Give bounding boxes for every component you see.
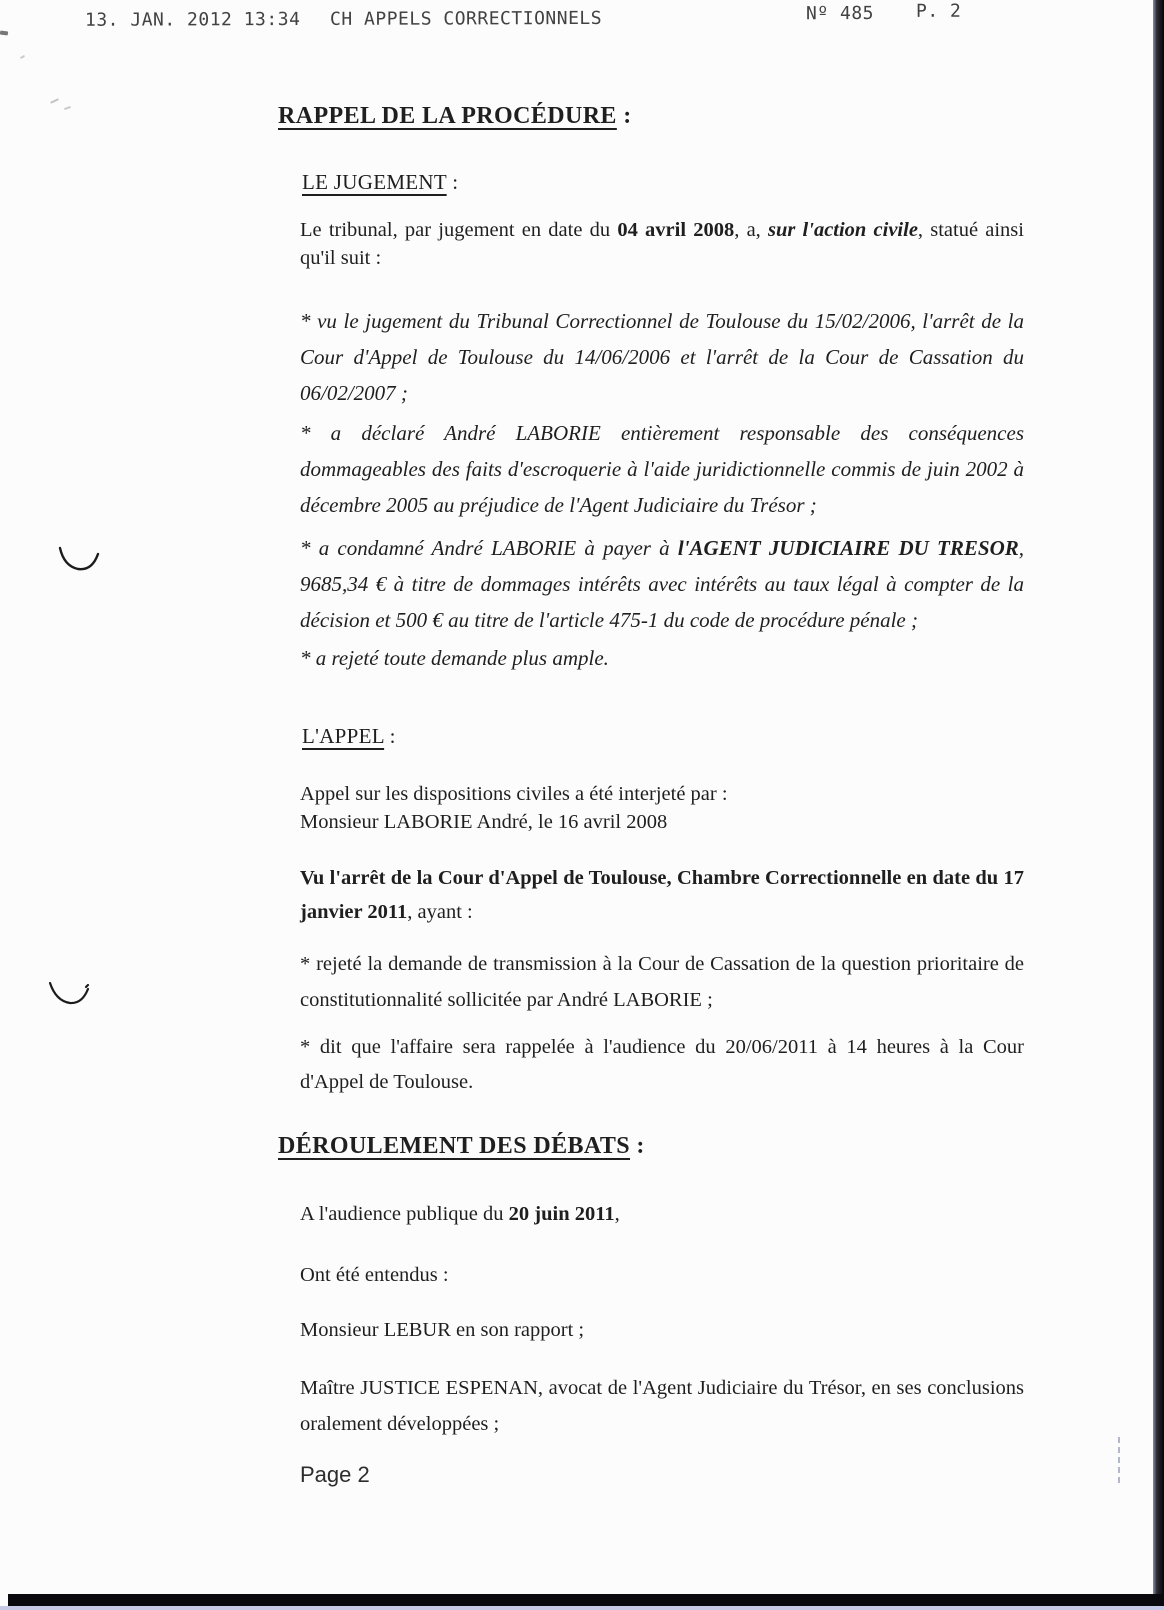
intro-text-1: Le tribunal, par jugement en date du bbox=[300, 219, 618, 241]
paragraph-audience bbox=[300, 1200, 1024, 1228]
appel-heading-colon: : bbox=[384, 724, 396, 748]
debats-heading-text: DÉROULEMENT DES DÉBATS bbox=[278, 1133, 630, 1159]
page-number-footer: Page 2 bbox=[300, 1462, 370, 1487]
scan-speck bbox=[0, 30, 8, 35]
audience-text-2: , bbox=[614, 1203, 620, 1225]
handwritten-check-mark-2 bbox=[48, 975, 92, 1011]
section-heading-jugement bbox=[302, 170, 458, 195]
item3-text-1: * a condamné André LABORIE à payer à bbox=[300, 536, 678, 560]
paragraph-jugement-intro bbox=[300, 216, 1024, 272]
paragraph-jugement-item1: * vu le jugement du Tribunal Correctionnel de Toulouse du 15/02/2006, l'arrêt de la Cour d'Appel de Toulouse du 14/06/2006 et l'arrêt de la Cour de Cassation du 06/02/2007 ; bbox=[300, 309, 1024, 405]
scan-edge-right bbox=[1153, 0, 1164, 1610]
section-heading-debats bbox=[278, 1133, 645, 1160]
handwritten-check-mark-1 bbox=[58, 542, 102, 578]
fax-sender: CH APPELS CORRECTIONNELS bbox=[329, 7, 603, 30]
paragraph-appel-lines bbox=[300, 780, 1024, 836]
paragraph-jugement-item2: * a déclaré André LABORIE entièrement responsable des conséquences dommageables des faits d'escroquerie à l'aide juridictionnelle commis de juin 2002 à décembre 2005 au préjudice de l'Agent Judiciaire du Trésor ; bbox=[300, 421, 1024, 517]
vu-arret-bold: Vu l'arrêt de la Cour d'Appel de Toulouse, Chambre Correctionnelle en date du 17 janvier 2011 bbox=[300, 867, 1024, 923]
intro-date-bold: 04 avril 2008 bbox=[617, 219, 735, 241]
fax-number: Nº 485 bbox=[805, 2, 875, 25]
scan-speck bbox=[20, 55, 25, 59]
intro-text-2: , a, bbox=[734, 219, 768, 241]
paragraph-appel-item1: * rejeté la demande de transmission à la Cour de Cassation de la question prioritaire de constitutionnalité sollicitée par André LABORIE ; bbox=[300, 953, 1024, 1011]
jugement-heading-colon: : bbox=[446, 170, 459, 194]
paragraph-lebur: Monsieur LEBUR en son rapport ; bbox=[300, 1319, 585, 1341]
paragraph-appel-item2: * dit que l'affaire sera rappelée à l'audience du 20/06/2011 à 14 heures à la Cour d'Appel de Toulouse. bbox=[300, 1036, 1024, 1093]
paragraph-maitre: Maître JUSTICE ESPENAN, avocat de l'Agent Judiciaire du Trésor, en ses conclusions oralement développées ; bbox=[300, 1377, 1024, 1435]
document-title bbox=[278, 103, 632, 130]
audience-text-1: A l'audience publique du bbox=[300, 1203, 509, 1225]
paragraph-vu-arret bbox=[300, 861, 1024, 929]
scan-edge-bottom-strip bbox=[0, 1606, 1164, 1610]
scan-artifact-dashed-line bbox=[1118, 1437, 1120, 1483]
item3-agent-judiciaire-bold: l'AGENT JUDICIAIRE DU TRESOR bbox=[677, 536, 1019, 560]
intro-action-civile: sur l'action civile bbox=[768, 219, 918, 241]
intro-text-3: , statué ainsi qu'il suit : bbox=[300, 219, 1024, 269]
document-title-colon: : bbox=[616, 103, 632, 129]
section-heading-appel bbox=[302, 724, 396, 749]
appel-line-1: Appel sur les dispositions civiles a été interjeté par : bbox=[300, 783, 728, 805]
audience-date-bold: 20 juin 2011 bbox=[508, 1203, 615, 1225]
scan-speck bbox=[64, 106, 71, 110]
fax-page-number: P. 2 bbox=[915, 0, 962, 22]
item3-text-2: , 9685,34 € à titre de dommages intérêts avec intérêts au taux légal à compter de la décision et 500 € au titre de l'article 475-1 du code de procédure pénale ; bbox=[300, 536, 1024, 632]
document-title-text: RAPPEL DE LA PROCÉDURE bbox=[278, 103, 617, 129]
paragraph-jugement-item4: * a rejeté toute demande plus ample. bbox=[300, 646, 609, 670]
paragraph-entendus: Ont été entendus : bbox=[300, 1264, 449, 1286]
fax-datetime: 13. JAN. 2012 13:34 bbox=[84, 8, 301, 31]
vu-arret-text: , ayant : bbox=[407, 901, 473, 923]
appel-heading-text: L'APPEL bbox=[302, 724, 385, 748]
paragraph-jugement-item3 bbox=[300, 530, 1024, 638]
appel-line-2: Monsieur LABORIE André, le 16 avril 2008 bbox=[300, 811, 668, 833]
scan-edge-bottom bbox=[8, 1594, 1164, 1606]
debats-heading-colon: : bbox=[630, 1133, 645, 1159]
jugement-heading-text: LE JUGEMENT bbox=[302, 170, 447, 194]
fax-header bbox=[0, 0, 1164, 40]
scan-speck bbox=[50, 98, 59, 104]
